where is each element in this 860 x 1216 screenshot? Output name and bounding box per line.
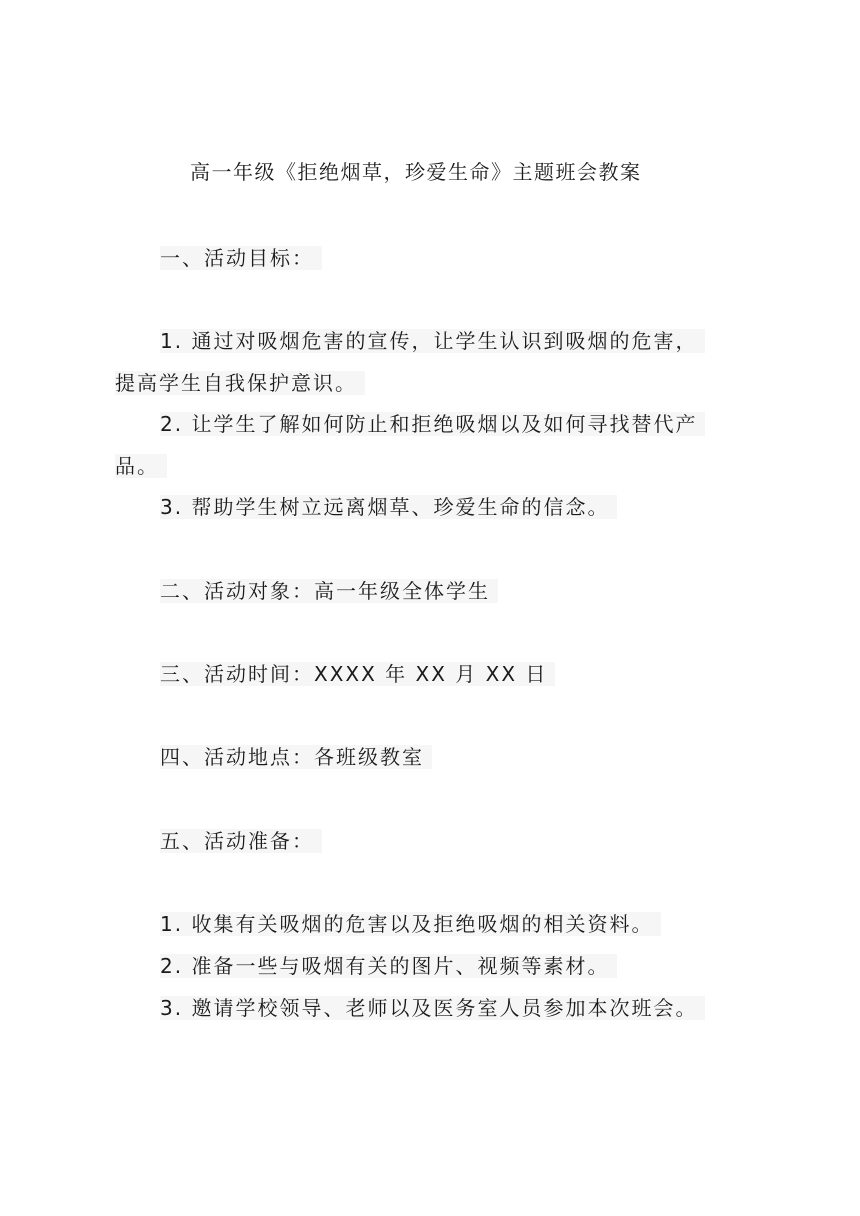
section-heading-objectives-text: 一、活动目标： [160, 246, 322, 270]
objective-2-line-2-text: 品。 [115, 454, 167, 478]
section-heading-preparation [160, 827, 322, 855]
section-heading-preparation-text: 五、活动准备： [160, 829, 322, 853]
document-title [190, 158, 642, 186]
objective-1-line-1-text: 1. 通过对吸烟危害的宣传，让学生认识到吸烟的危害， [160, 329, 705, 353]
section-participants [160, 577, 498, 605]
preparation-item-3 [160, 994, 705, 1022]
preparation-item-2 [160, 952, 617, 980]
objective-3-text: 3. 帮助学生树立远离烟草、珍爱生命的信念。 [160, 495, 617, 519]
objective-2-line-1-text: 2. 让学生了解如何防止和拒绝吸烟以及如何寻找替代产 [160, 412, 705, 436]
objective-1-line-2 [115, 369, 365, 397]
preparation-item-1 [160, 910, 661, 938]
preparation-item-3-text: 3. 邀请学校领导、老师以及医务室人员参加本次班会。 [160, 996, 705, 1020]
objective-2-line-2 [115, 452, 167, 480]
section-time-text: 三、活动时间：XXXX 年 XX 月 XX 日 [160, 662, 555, 686]
section-participants-text: 二、活动对象：高一年级全体学生 [160, 579, 498, 603]
section-heading-objectives [160, 244, 322, 272]
preparation-item-2-text: 2. 准备一些与吸烟有关的图片、视频等素材。 [160, 954, 617, 978]
document-title-text: 高一年级《拒绝烟草，珍爱生命》主题班会教案 [190, 160, 642, 184]
section-time [160, 660, 555, 688]
section-location [160, 743, 432, 771]
section-location-text: 四、活动地点：各班级教室 [160, 745, 432, 769]
objective-2-line-1 [160, 410, 705, 438]
objective-3 [160, 493, 617, 521]
objective-1-line-1 [160, 327, 705, 355]
preparation-item-1-text: 1. 收集有关吸烟的危害以及拒绝吸烟的相关资料。 [160, 912, 661, 936]
objective-1-line-2-text: 提高学生自我保护意识。 [115, 371, 365, 395]
